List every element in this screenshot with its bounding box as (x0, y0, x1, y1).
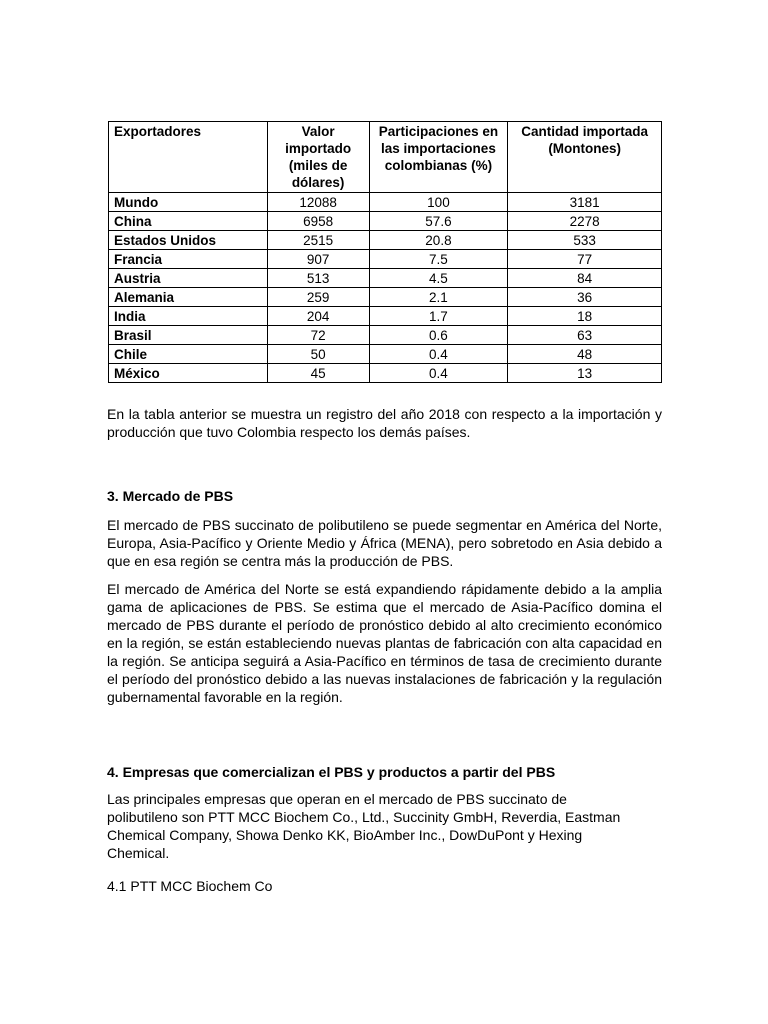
section-3-heading: 3. Mercado de PBS (107, 488, 234, 504)
section-4-heading: 4. Empresas que comercializan el PBS y productos a partir del PBS (107, 764, 556, 780)
section-3-paragraph-1 (107, 516, 662, 570)
header-value: Valor importado (miles de dólares) (267, 122, 369, 193)
share-cell: 0.4 (369, 364, 508, 383)
table-row (109, 345, 662, 364)
quantity-cell: 533 (508, 231, 662, 250)
country-cell: Estados Unidos (109, 231, 268, 250)
paragraph-text: Las principales empresas que operan en el mercado de PBS succinato de polibutileno son PTT MCC Biochem Co., Ltd., Succinity GmbH, Reverdia, Eastman Chemical Company, Showa Denko KK, BioAmber Inc., DowDuPont y Hexing Chemical. (107, 791, 621, 861)
table-row (109, 269, 662, 288)
quantity-cell: 2278 (508, 212, 662, 231)
value-cell: 72 (267, 326, 369, 345)
subsection-4-1-heading: 4.1 PTT MCC Biochem Co (107, 878, 273, 894)
value-cell: 6958 (267, 212, 369, 231)
value-cell: 45 (267, 364, 369, 383)
header-exporters: Exportadores (109, 122, 268, 193)
table-row (109, 193, 662, 212)
value-cell: 259 (267, 288, 369, 307)
caption-text: En la tabla anterior se muestra un registro del año 2018 con respecto a la importación y producción que tuvo Colombia respecto los demás países. (107, 406, 662, 440)
import-table (108, 121, 662, 383)
table-row (109, 288, 662, 307)
table-header-row (109, 122, 662, 193)
quantity-cell: 77 (508, 250, 662, 269)
table-row (109, 326, 662, 345)
country-cell: Mundo (109, 193, 268, 212)
table-caption (107, 405, 662, 441)
quantity-cell: 84 (508, 269, 662, 288)
quantity-cell: 63 (508, 326, 662, 345)
quantity-cell: 13 (508, 364, 662, 383)
table-row (109, 250, 662, 269)
value-cell: 204 (267, 307, 369, 326)
header-share: Participaciones en las importaciones colombianas (%) (369, 122, 508, 193)
share-cell: 20.8 (369, 231, 508, 250)
quantity-cell: 18 (508, 307, 662, 326)
table-row (109, 231, 662, 250)
table-row (109, 364, 662, 383)
country-cell: Chile (109, 345, 268, 364)
quantity-cell: 36 (508, 288, 662, 307)
share-cell: 0.4 (369, 345, 508, 364)
share-cell: 2.1 (369, 288, 508, 307)
value-cell: 12088 (267, 193, 369, 212)
share-cell: 1.7 (369, 307, 508, 326)
country-cell: Alemania (109, 288, 268, 307)
value-cell: 2515 (267, 231, 369, 250)
country-cell: Austria (109, 269, 268, 288)
value-cell: 513 (267, 269, 369, 288)
table-row (109, 212, 662, 231)
table-row (109, 307, 662, 326)
country-cell: China (109, 212, 268, 231)
header-quantity: Cantidad importada (Montones) (508, 122, 662, 193)
quantity-cell: 3181 (508, 193, 662, 212)
country-cell: México (109, 364, 268, 383)
share-cell: 57.6 (369, 212, 508, 231)
share-cell: 100 (369, 193, 508, 212)
share-cell: 0.6 (369, 326, 508, 345)
paragraph-text: El mercado de América del Norte se está expandiendo rápidamente debido a la amplia gama de aplicaciones de PBS. Se estima que el mercado de Asia-Pacífico domina el mercado de PBS durante el período de pronóstico debido al alto crecimiento económico en la región, se están estableciendo nuevas plantas de fabricación con alta capacidad en la región. Se anticipa seguirá a Asia-Pacífico en términos de tasa de crecimiento durante el período del pronóstico debido a las nuevas instalaciones de fabricación y la regulación gubernamental favorable en la región. (107, 581, 662, 705)
section-4-paragraph-1 (107, 790, 637, 862)
paragraph-text: El mercado de PBS succinato de polibutileno se puede segmentar en América del Norte, Europa, Asia-Pacífico y Oriente Medio y África (MENA), pero sobretodo en Asia debido a que en esa región se centra más la producción de PBS. (107, 517, 662, 569)
country-cell: Francia (109, 250, 268, 269)
section-3-paragraph-2 (107, 580, 662, 706)
country-cell: India (109, 307, 268, 326)
share-cell: 4.5 (369, 269, 508, 288)
quantity-cell: 48 (508, 345, 662, 364)
value-cell: 50 (267, 345, 369, 364)
country-cell: Brasil (109, 326, 268, 345)
value-cell: 907 (267, 250, 369, 269)
share-cell: 7.5 (369, 250, 508, 269)
